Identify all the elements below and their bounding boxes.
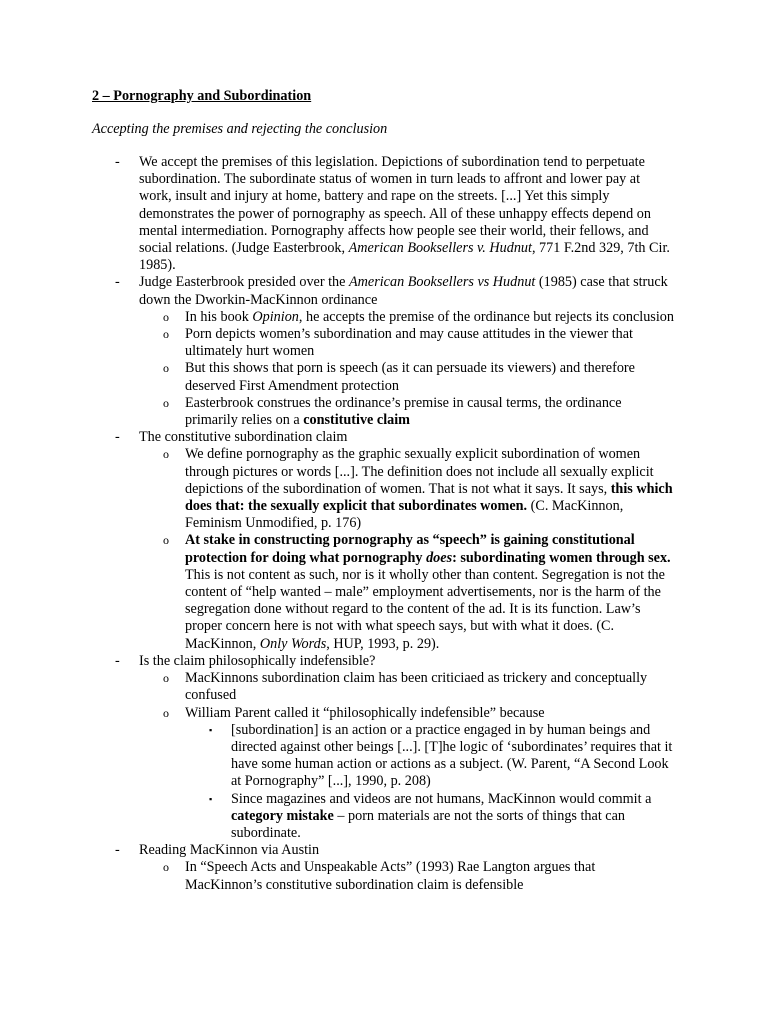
bold-italic-text: does xyxy=(426,549,453,566)
circle-bullet: o xyxy=(163,309,169,324)
text: , 771 F.2nd 329, 7th Cir. 1985). xyxy=(139,240,670,274)
circle-bullet: o xyxy=(163,395,169,410)
list-item-austin xyxy=(0,842,674,894)
text: , he accepts the premise of the ordinance but rejects its conclusion xyxy=(298,308,674,325)
text: (C. MacKinnon, Feminism Unmodified, p. 176) xyxy=(185,498,624,532)
text: William Parent called it “philosophically indefensible” because xyxy=(185,704,545,721)
bold-text: At stake in constructing pornography as “speech” is gaining constitutional protection for doing what pornography xyxy=(185,532,635,566)
sub-list xyxy=(0,446,674,652)
dash-bullet: - xyxy=(115,274,120,291)
text: In “Speech Acts and Unspeakable Acts” (1993) Rae Langton argues that MacKinnon’s constitutive subordination claim is defensible xyxy=(185,859,596,893)
text: Is the claim philosophically indefensible? xyxy=(139,652,376,669)
sub-sub-item xyxy=(185,791,674,843)
text: We accept the premises of this legislation. Depictions of subordination tend to perpetuate subordination. The subordinate status of women in turn leads to affront and lower pay at work, insult and injury at home, battery and rape on the streets. [...] Yet this simply demonstrates the power of pornography as speech. All of these unhappy effects depend on mental intermediation. Pornography affects how people see their world, their fellows, and social relations. (Judge Easterbrook, xyxy=(139,154,651,257)
text: We define pornography as the graphic sexually explicit subordination of women through pictures or words [...]. The definition does not include all sexually explicit depictions of the subordination of women. That is not what it says. It says, xyxy=(185,446,654,497)
circle-bullet: o xyxy=(163,860,169,875)
circle-bullet: o xyxy=(163,671,169,686)
circle-bullet: o xyxy=(163,705,169,720)
case-title: American Booksellers vs Hudnut xyxy=(349,274,536,291)
sub-item xyxy=(139,309,674,326)
text: The constitutive subordination claim xyxy=(139,429,348,446)
text: Judge Easterbrook presided over the xyxy=(139,274,349,291)
sub-list xyxy=(0,309,674,429)
sub-item xyxy=(139,670,674,704)
book-title: Only Words xyxy=(259,635,327,652)
sub-item xyxy=(139,326,674,360)
circle-bullet: o xyxy=(163,327,169,342)
list-item-indefensible xyxy=(0,653,674,842)
dash-bullet: - xyxy=(115,429,120,446)
sub-sub-item xyxy=(185,722,674,791)
text: This is not content as such, nor is it wholly other than content. Segregation is not the content of “help wanted – male” employment advertisements, nor is the harm of the segregation done without regard to the content of the ad. It is its function. Law’s proper concern here is not with what speech says, but with what it does. (C. MacKinnon, xyxy=(185,566,665,652)
text: Easterbrook construes the ordinance’s premise in causal terms, the ordinance primarily relies on a xyxy=(185,394,622,429)
sub-item xyxy=(139,705,674,843)
dash-bullet: - xyxy=(115,842,120,859)
list-item-premises-quote xyxy=(0,154,674,274)
circle-bullet: o xyxy=(163,361,169,376)
text: (1985) case that struck down the Dworkin-MacKinnon ordinance xyxy=(139,274,668,308)
bold-term: constitutive claim xyxy=(303,412,410,429)
bold-term: category mistake xyxy=(231,807,334,824)
book-title: Opinion xyxy=(252,308,299,325)
dash-bullet: - xyxy=(115,154,120,170)
sub-list xyxy=(0,859,674,893)
list-item-easterbrook xyxy=(0,274,674,429)
sub-item xyxy=(139,395,674,429)
outline-content xyxy=(0,154,768,894)
bold-text: this which does that: the sexually explicit that subordinates women. xyxy=(185,480,673,515)
sub-sub-list xyxy=(139,722,674,842)
text: But this shows that porn is speech (as it can persuade its viewers) and therefore deserved First Amendment protection xyxy=(185,360,635,394)
text: , HUP, 1993, p. 29). xyxy=(326,635,440,652)
sub-item xyxy=(139,859,674,893)
text: Since magazines and videos are not humans, MacKinnon would commit a xyxy=(231,790,652,807)
dash-bullet: - xyxy=(115,652,120,669)
text: – porn materials are not the sorts of things that can subordinate. xyxy=(231,807,625,841)
sub-list xyxy=(0,670,674,842)
sub-item xyxy=(139,532,674,652)
text: [subordination] is an action or a practice engaged in by human beings and directed against other beings [...]. [T]he logic of ‘subordinates’ requires that it have some human action or actions as a subject. (W. Parent, “A Second Look at Pornography” [...], 1990, p. 208) xyxy=(231,721,673,790)
sub-item xyxy=(139,446,674,532)
square-bullet: ▪ xyxy=(209,793,213,804)
text: In his book xyxy=(185,308,253,325)
text: Porn depicts women’s subordination and may cause attitudes in the viewer that ultimately hurt women xyxy=(185,326,633,360)
text: Reading MacKinnon via Austin xyxy=(139,842,320,859)
circle-bullet: o xyxy=(163,447,169,462)
sub-item xyxy=(139,360,674,394)
case-title: American Booksellers v. Hudnut xyxy=(348,240,532,257)
outline-list xyxy=(0,154,768,894)
section-subheading: Accepting the premises and rejecting the conclusion xyxy=(92,121,388,137)
list-item-constitutive-claim xyxy=(0,429,674,653)
section-heading: 2 – Pornography and Subordination xyxy=(92,88,312,104)
circle-bullet: o xyxy=(163,533,169,548)
square-bullet: ▪ xyxy=(209,724,213,735)
bold-text: : subordinating women through sex. xyxy=(452,549,671,566)
text: MacKinnons subordination claim has been criticiaed as trickery and conceptually confused xyxy=(185,670,648,704)
